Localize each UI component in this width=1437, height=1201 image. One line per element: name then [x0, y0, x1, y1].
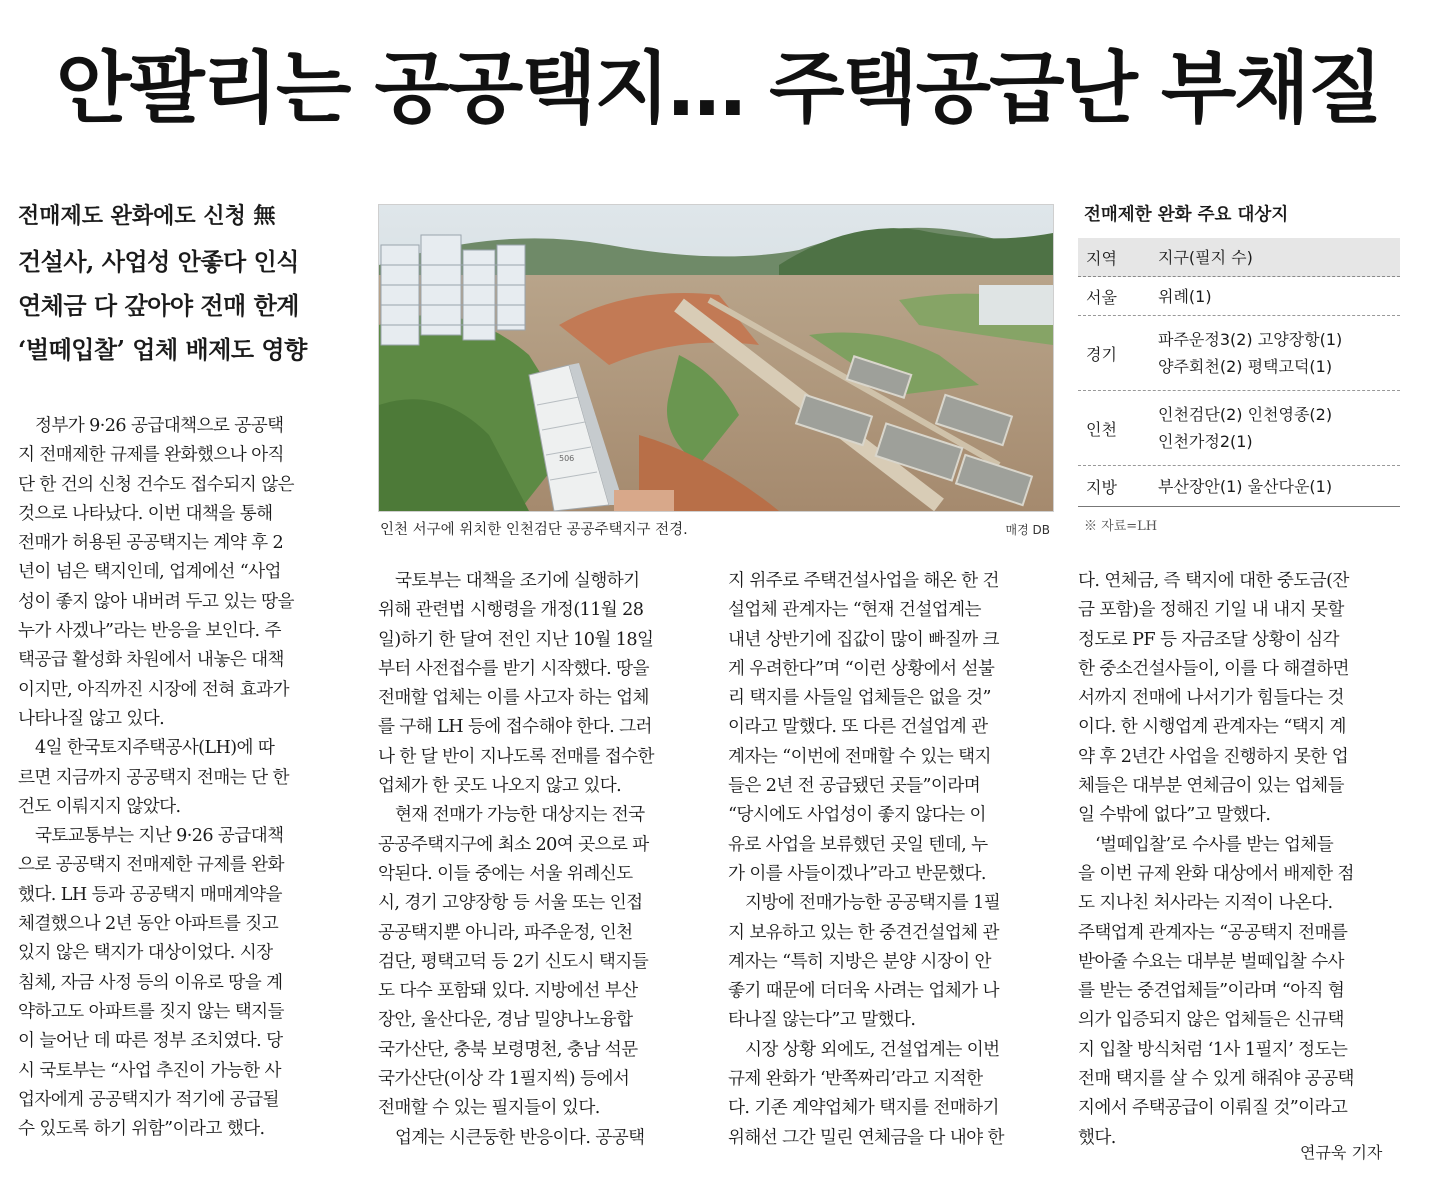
row-region: 경기 [1086, 344, 1117, 364]
photo-credit: 매경 DB [1005, 523, 1050, 537]
article-line: 시장 상황 외에도, 건설업계는 이번 [728, 1039, 1000, 1060]
article-line: 나 한 달 반이 지나도록 전매를 접수한 [378, 746, 654, 767]
article-line: 다. 연체금, 즉 택지에 대한 중도금(잔 [1078, 571, 1349, 591]
article-line: 약 후 2년간 사업을 진행하지 못한 업 [1078, 746, 1349, 767]
article-line: 를 구해 LH 등에 접수해야 한다. 그러 [378, 717, 652, 738]
subhead-3: 연체금 다 갚아야 전매 한계 [18, 291, 299, 320]
article-line: 르면 지금까지 공공택지 전매는 단 한 [18, 767, 289, 788]
article-line: 금 포함)을 정해진 기일 내 내지 못할 [1078, 600, 1344, 621]
article-line: 체결했으나 2년 동안 아파트를 짓고 [18, 914, 279, 935]
article-line: 지 전매제한 규제를 완화했으나 아직 [18, 445, 284, 466]
article-line: 리 택지를 사들일 업체들은 없을 것” [728, 688, 991, 709]
subhead-2: 건설사, 사업성 안좋다 인식 [18, 247, 299, 276]
article-line: 좋기 때문에 더더욱 사려는 업체가 나 [728, 981, 999, 1002]
row-districts [1158, 401, 1400, 455]
article-line: 택공급 활성화 차원에서 내놓은 대책 [18, 650, 284, 671]
district-line: 부산장안(1) 울산다운(1) [1158, 476, 1333, 496]
row-region: 인천 [1086, 419, 1117, 439]
headline: 안팔리는 공공택지… 주택공급난 부채질 [55, 44, 1382, 134]
article-line: 설업체 관계자는 “현재 건설업계는 [728, 600, 981, 621]
table-row [1078, 277, 1400, 316]
article-line: “당시에도 사업성이 좋지 않다는 이 [728, 805, 986, 826]
target-sites-table [1078, 200, 1400, 534]
article-line: 현재 전매가 가능한 대상지는 전국 [378, 805, 645, 826]
article-line: 공공택지뿐 아니라, 파주운정, 인천 [378, 922, 633, 943]
district-line: 위례(1) [1158, 286, 1212, 306]
article-line: 의가 입증되지 않은 업체들은 신규택 [1078, 1010, 1344, 1031]
aerial-photo-illustration [379, 205, 1053, 511]
table-header [1078, 238, 1400, 277]
article-line: 약하고도 아파트를 짓지 않는 택지들 [18, 1001, 284, 1022]
article-line: 정부가 9·26 공급대책으로 공공택 [18, 416, 284, 436]
subhead-1: 전매제도 완화에도 신청 無 [18, 204, 276, 229]
article-line: 타나질 않는다”고 말했다. [728, 1010, 916, 1031]
article-line: 전매할 수 있는 필지들이 있다. [378, 1098, 600, 1119]
article-line: 국토부는 대책을 조기에 실행하기 [378, 571, 640, 591]
article-line: 이 늘어난 데 따른 정부 조치였다. 당 [18, 1031, 283, 1052]
article-line: 전매 택지를 살 수 있게 해줘야 공공택 [1078, 1069, 1354, 1090]
article-line: 단 한 건의 신청 건수도 접수되지 않은 [18, 474, 294, 495]
article-line: 악된다. 이들 중에는 서울 위례신도 [378, 863, 633, 884]
article-line: 시, 경기 고양장항 등 서울 또는 인접 [378, 893, 643, 914]
article-line: 지방에 전매가능한 공공택지를 1필 [728, 893, 1001, 914]
article-line: 했다. LH 등과 공공택지 매매계약을 [18, 884, 282, 905]
article-line: 지에서 주택공급이 이뤄질 것”이라고 [1078, 1098, 1348, 1119]
article-column-3 [728, 567, 1052, 1153]
subheads [18, 196, 338, 372]
article-line: 국가산단(이상 각 1필지씩) 등에서 [378, 1069, 630, 1090]
article-line: 업자에게 공공택지가 적기에 공급될 [18, 1089, 279, 1110]
article-line: 성이 좋지 않아 내버려 두고 있는 땅을 [18, 591, 294, 612]
article-line: 전매할 업체는 이를 사고자 하는 업체 [378, 688, 649, 709]
article-line: 다. 기존 계약업체가 택지를 전매하기 [728, 1098, 999, 1119]
district-line: 양주회천(2) 평택고덕(1) [1158, 357, 1333, 376]
article-line: 건도 이뤄지지 않았다. [18, 796, 181, 817]
article-line: 체들은 대부분 연체금이 있는 업체들 [1078, 776, 1344, 797]
row-region: 서울 [1086, 287, 1117, 307]
article-line: 을 이번 규제 완화 대상에서 배제한 점 [1078, 863, 1354, 884]
table-row [1078, 316, 1400, 391]
table-row [1078, 391, 1400, 466]
subhead-4: ‘벌떼입찰’ 업체 배제도 영향 [18, 335, 307, 364]
article-line: 국토교통부는 지난 9·26 공급대책 [18, 826, 284, 847]
article-line: 한 중소건설사들이, 이를 다 해결하면 [1078, 658, 1349, 679]
table-title: 전매제한 완화 주요 대상지 [1084, 205, 1289, 225]
article-line: 받아줄 수요는 대부분 벌떼입찰 수사 [1078, 951, 1344, 972]
article-line: 이지만, 아직까진 시장에 전혀 효과가 [18, 679, 289, 700]
table-source: ※ 자료=LH [1084, 519, 1158, 534]
article-line: 들은 2년 전 공급됐던 곳들”이라며 [728, 776, 981, 797]
article-line: 지 위주로 주택건설사업을 해온 한 건 [728, 571, 999, 591]
article-line: 업계는 시큰둥한 반응이다. 공공택 [378, 1127, 645, 1148]
article-line: 계자는 “이번에 전매할 수 있는 택지 [728, 746, 991, 767]
article-line: 수 있도록 하기 위함”이라고 했다. [18, 1119, 265, 1140]
article-line: 시 국토부는 “사업 추진이 가능한 사 [18, 1060, 281, 1081]
article-line: 게 우려한다”며 “이런 상황에서 섣불 [728, 658, 995, 679]
article-column-1 [18, 412, 354, 1144]
article-line: 이다. 한 시행업계 관계자는 “택지 계 [1078, 717, 1346, 738]
article-line: 업체가 한 곳도 나오지 않고 있다. [378, 776, 622, 797]
district-line: 인천검단(2) 인천영종(2) [1158, 405, 1333, 424]
article-line: 나타나질 않고 있다. [18, 708, 165, 729]
article-column-4 [1078, 567, 1402, 1153]
article-line: 도 다수 포함돼 있다. 지방에선 부산 [378, 981, 638, 1002]
table-row [1078, 466, 1400, 507]
article-line: 년이 넘은 택지인데, 업계에선 “사업 [18, 562, 281, 583]
article-line: 지 보유하고 있는 한 중견건설업체 관 [728, 922, 999, 943]
header-region: 지역 [1086, 248, 1117, 268]
row-districts [1158, 283, 1400, 310]
article-line: 일)하기 한 달여 전인 지난 10월 18일 [378, 629, 654, 650]
article-line: 서까지 전매에 나서기가 힘들다는 것 [1078, 688, 1344, 709]
article-line: 장안, 울산다운, 경남 밀양나노융합 [378, 1010, 633, 1031]
building-sign: 506 [559, 454, 575, 463]
article-line: 위해 관련법 시행령을 개정(11월 28 [378, 600, 644, 621]
article-line: 누가 사겠나”라는 반응을 보인다. 주 [18, 621, 281, 642]
article-line: 으로 공공택지 전매제한 규제를 완화 [18, 855, 284, 876]
article-line: 있지 않은 택지가 대상이었다. 시장 [18, 943, 273, 964]
photo-caption [380, 518, 1050, 539]
row-districts [1158, 326, 1400, 380]
row-districts [1158, 473, 1400, 500]
article-line: 주택업계 관계자는 “공공택지 전매를 [1078, 922, 1348, 943]
article-line: 했다. [1078, 1127, 1116, 1148]
article-line: 유로 사업을 보류했던 곳일 텐데, 누 [728, 834, 988, 855]
article-line: 침체, 자금 사정 등의 이유로 땅을 계 [18, 972, 283, 993]
article-line: 4일 한국토지주택공사(LH)에 따 [18, 738, 275, 759]
article-line: 규제 완화가 ‘반쪽짜리’라고 지적한 [728, 1069, 983, 1090]
caption-text: 인천 서구에 위치한 인천검단 공공주택지구 전경. [380, 522, 688, 538]
article-line: 지 입찰 방식처럼 ‘1사 1필지’ 정도는 [1078, 1039, 1348, 1060]
article-line: 가 이를 사들이겠나”라고 반문했다. [728, 863, 986, 884]
article-line: 부터 사전접수를 받기 시작했다. 땅을 [378, 658, 649, 679]
article-line: 내년 상반기에 집값이 많이 빠질까 크 [728, 629, 999, 650]
district-line: 파주운정3(2) 고양장항(1) [1158, 330, 1343, 349]
article-column-2 [378, 567, 702, 1153]
row-region: 지방 [1086, 477, 1117, 497]
article-line: 국가산단, 충북 보령명천, 충남 석문 [378, 1039, 638, 1060]
article-line: 검단, 평택고덕 등 2기 신도시 택지들 [378, 951, 649, 972]
district-line: 인천가정2(1) [1158, 432, 1253, 451]
article-line: 를 받는 중견업체들”이라며 “아직 혐 [1078, 981, 1345, 1002]
article-line: 계자는 “특히 지방은 분양 시장이 안 [728, 951, 991, 972]
article-line: 전매가 허용된 공공택지는 계약 후 2 [18, 533, 284, 554]
article-line: 일 수밖에 없다”고 말했다. [1078, 805, 1271, 826]
article-line: 위해선 그간 밀린 연체금을 다 내야 한 [728, 1127, 1004, 1148]
article-line: 정도로 PF 등 자금조달 상황이 심각 [1078, 629, 1339, 650]
article-line: 공공주택지구에 최소 20여 곳으로 파 [378, 834, 649, 855]
article-line: 도 지나친 처사라는 지적이 나온다. [1078, 893, 1333, 914]
article-line: 것으로 나타났다. 이번 대책을 통해 [18, 503, 273, 524]
aerial-photo [378, 204, 1054, 512]
header-district: 지구(필지 수) [1158, 247, 1253, 267]
reporter-byline: 연규욱 기자 [1300, 1143, 1383, 1162]
article-line: ‘벌떼입찰’로 수사를 받는 업체들 [1078, 834, 1334, 855]
article-line: 이라고 말했다. 또 다른 건설업계 관 [728, 717, 988, 738]
